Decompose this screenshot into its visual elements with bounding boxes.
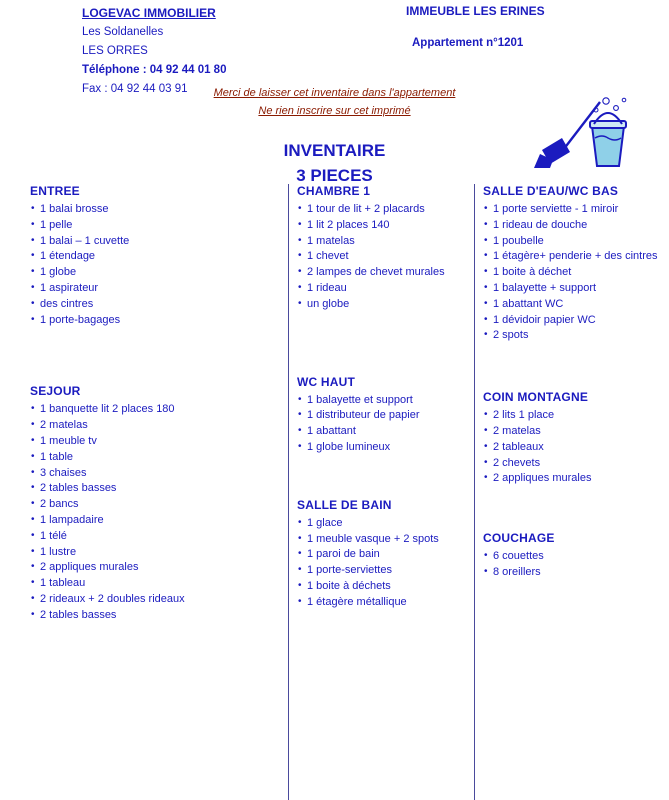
- section-title: COIN MONTAGNE: [483, 390, 589, 405]
- list-item: • 2 rideaux + 2 doubles rideaux: [30, 592, 280, 608]
- list-item: • 2 appliques murales: [483, 471, 669, 487]
- list-item: • 1 pelle: [30, 218, 280, 234]
- list-item: • 1 lit 2 places 140: [297, 218, 470, 234]
- list-item: • 2 tables basses: [30, 608, 280, 624]
- list-item: • 1 étagère+ penderie + des cintres: [483, 249, 669, 265]
- list-item: • 8 oreillers: [483, 565, 669, 581]
- section-item-list: [483, 549, 669, 581]
- section-title: SEJOUR: [30, 384, 81, 399]
- section-entree: [30, 184, 280, 328]
- fax-value: 04 92 44 03 91: [110, 83, 188, 95]
- list-item: • 1 poubelle: [483, 234, 669, 250]
- section-chambre-1: [297, 184, 470, 313]
- document-header: [0, 0, 669, 185]
- list-item: • des cintres: [30, 297, 280, 313]
- list-item: • 1 abattant: [297, 424, 470, 440]
- list-item: • 1 aspirateur: [30, 281, 280, 297]
- list-item: • 2 appliques murales: [30, 560, 280, 576]
- list-item: • 1 lustre: [30, 545, 280, 561]
- section-item-list: [30, 202, 280, 328]
- list-item: • 1 porte serviette - 1 miroir: [483, 202, 669, 218]
- section-item-list: [30, 402, 280, 623]
- list-item: • 1 banquette lit 2 places 180: [30, 402, 280, 418]
- list-item: • 1 distributeur de papier: [297, 408, 470, 424]
- list-item: • 3 chaises: [30, 466, 280, 482]
- list-item: • 1 chevet: [297, 249, 470, 265]
- list-item: • 2 lampes de chevet murales: [297, 265, 470, 281]
- list-item: • 2 tableaux: [483, 440, 669, 456]
- fax-label: Fax :: [82, 83, 108, 95]
- list-item: • 1 balayette et support: [297, 393, 470, 409]
- list-item: • 2 chevets: [483, 456, 669, 472]
- list-item: • 1 lampadaire: [30, 513, 280, 529]
- broom-and-bucket-icon: [520, 94, 632, 174]
- list-item: • 1 matelas: [297, 234, 470, 250]
- inventory-column-2: [288, 184, 470, 800]
- section-sejour: [30, 384, 280, 623]
- list-item: • 1 table: [30, 450, 280, 466]
- title-line-1: INVENTAIRE: [283, 141, 386, 160]
- agency-address-line1: Les Soldanelles: [82, 26, 164, 38]
- list-item: • 2 tables basses: [30, 481, 280, 497]
- building-name: IMMEUBLE LES ERINES: [406, 4, 545, 18]
- list-item: • 1 étagère métallique: [297, 595, 470, 611]
- section-salle-deau-wc-bas: [483, 184, 669, 344]
- list-item: • 1 rideau de douche: [483, 218, 669, 234]
- section-couchage: [483, 531, 669, 581]
- section-title: CHAMBRE 1: [297, 184, 371, 198]
- section-title: WC HAUT: [297, 374, 356, 389]
- list-item: • 1 abattant WC: [483, 297, 669, 313]
- list-item: • 1 glace: [297, 516, 470, 532]
- section-item-list: [297, 393, 470, 456]
- list-item: • 1 tableau: [30, 576, 280, 592]
- section-title: SALLE DE BAIN: [297, 497, 392, 512]
- list-item: • 2 spots: [483, 328, 669, 344]
- section-item-list: [483, 202, 669, 344]
- agency-phone: [82, 61, 226, 80]
- list-item: • 1 boite à déchet: [483, 265, 669, 281]
- agency-address-line2: LES ORRES: [82, 45, 148, 57]
- list-item: • 1 meuble vasque + 2 spots: [297, 532, 470, 548]
- list-item: • 1 globe lumineux: [297, 440, 470, 456]
- list-item: • 1 étendage: [30, 249, 280, 265]
- section-title: ENTREE: [30, 184, 80, 198]
- title-line-2: 3 PIECES: [296, 166, 373, 185]
- inventory-columns: [0, 184, 669, 800]
- inventory-column-1: [30, 184, 280, 800]
- section-coin-montagne: [483, 390, 669, 487]
- phone-value: 04 92 44 01 80: [149, 64, 227, 76]
- list-item: • 2 matelas: [483, 424, 669, 440]
- list-item: • 1 porte-serviettes: [297, 563, 470, 579]
- notice-line-2: Ne rien inscrire sur cet imprimé: [258, 105, 411, 117]
- list-item: • un globe: [297, 297, 470, 313]
- list-item: • 1 meuble tv: [30, 434, 280, 450]
- list-item: • 1 tour de lit + 2 placards: [297, 202, 470, 218]
- list-item: • 1 télé: [30, 529, 280, 545]
- list-item: • 2 matelas: [30, 418, 280, 434]
- apartment-number: Appartement n°1201: [412, 37, 524, 49]
- section-item-list: [483, 408, 669, 487]
- list-item: • 1 dévidoir papier WC: [483, 313, 669, 329]
- agency-name: LOGEVAC IMMOBILIER: [82, 6, 216, 20]
- list-item: • 1 balai – 1 cuvette: [30, 234, 280, 250]
- list-item: • 2 bancs: [30, 497, 280, 513]
- list-item: • 1 paroi de bain: [297, 547, 470, 563]
- notice-line-1: Merci de laisser cet inventaire dans l'appartement: [213, 87, 456, 99]
- section-wc-haut: [297, 375, 470, 456]
- list-item: • 1 rideau: [297, 281, 470, 297]
- phone-label: Téléphone :: [82, 64, 147, 76]
- list-item: • 1 balai brosse: [30, 202, 280, 218]
- list-item: • 1 porte-bagages: [30, 313, 280, 329]
- list-item: • 6 couettes: [483, 549, 669, 565]
- list-item: • 1 balayette + support: [483, 281, 669, 297]
- list-item: • 1 globe: [30, 265, 280, 281]
- section-title: SALLE D'EAU/WC BAS: [483, 184, 619, 198]
- list-item: • 1 boite à déchets: [297, 579, 470, 595]
- inventory-column-3: [474, 184, 669, 800]
- section-item-list: [297, 516, 470, 611]
- section-title: COUCHAGE: [483, 531, 555, 546]
- section-salle-de-bain: [297, 498, 470, 611]
- section-item-list: [297, 202, 470, 313]
- list-item: • 2 lits 1 place: [483, 408, 669, 424]
